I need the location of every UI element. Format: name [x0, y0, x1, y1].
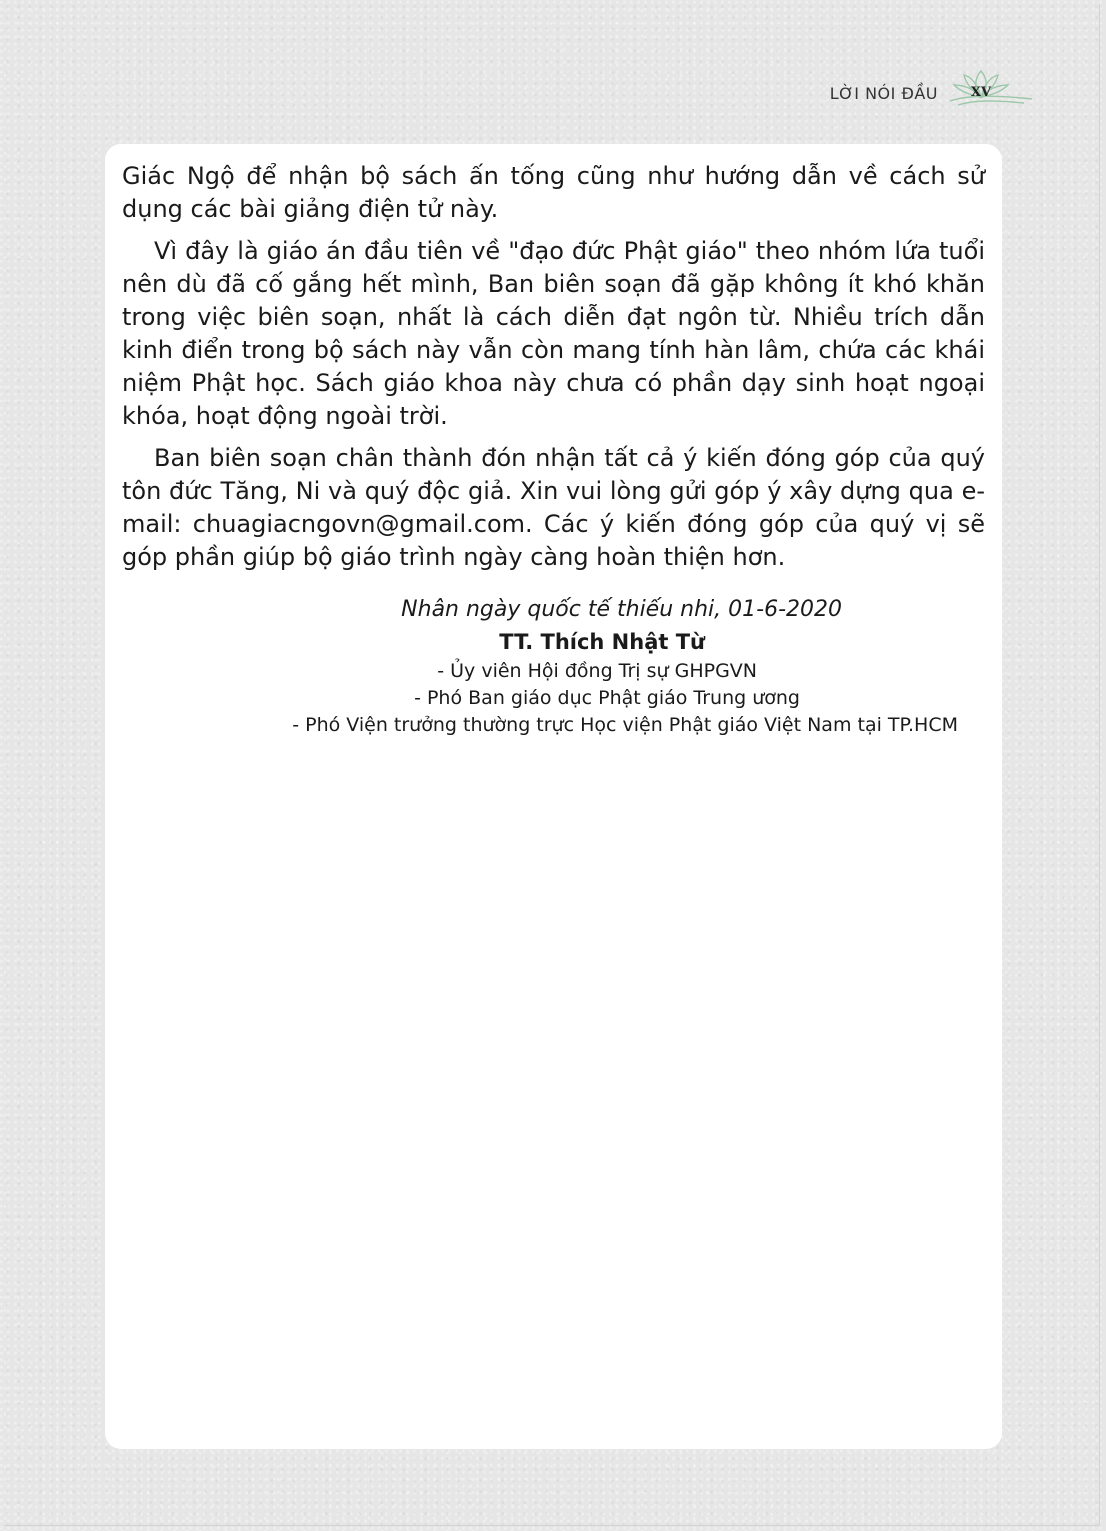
signature-name: TT. Thích Nhật Từ [499, 630, 705, 654]
content-card [105, 144, 1002, 1449]
signature-date: Nhân ngày quốc tế thiếu nhi, 01-6-2020 [401, 597, 842, 622]
signature-role: - Phó Ban giáo dục Phật giáo Trung ương [414, 687, 800, 709]
paragraph-1: Giác Ngộ để nhận bộ sách ấn tống cũng như hướng dẫn về cách sử dụng các bài giảng điện tử này. [122, 162, 985, 223]
paragraph-3: Ban biên soạn chân thành đón nhận tất cả ý kiến đóng góp của quý tôn đức Tăng, Ni và quý độc giả. Xin vui lòng gửi góp ý xây dựng qua e-mail: chuagiacngovn@gmail.com. Các ý kiến đóng góp của quý vị sẽ góp phần giúp bộ giáo trình ngày càng hoàn thiện hơn. [122, 444, 985, 571]
running-header [830, 78, 1034, 108]
page-number-badge [948, 73, 1034, 113]
signature-role: - Ủy viên Hội đồng Trị sự GHPGVN [437, 660, 757, 682]
page-number: XV [970, 85, 992, 100]
paragraph-2: Vì đây là giáo án đầu tiên về "đạo đức Phật giáo" theo nhóm lứa tuổi nên dù đã cố gắng hết mình, Ban biên soạn đã gặp không ít khó khăn trong việc biên soạn, nhất là cách diễn đạt ngôn từ. Nhiều trích dẫn kinh điển trong bộ sách này vẫn còn mang tính hàn lâm, chứa các khái niệm Phật học. Sách giáo khoa này chưa có phần dạy sinh hoạt ngoại khóa, hoạt động ngoài trời. [122, 237, 985, 430]
signature-role: - Phó Viện trưởng thường trực Học viện Phật giáo Việt Nam tại TP.HCM [292, 714, 958, 736]
signature-block [122, 594, 985, 739]
section-title: LỜI NÓI ĐẦU [829, 83, 938, 103]
